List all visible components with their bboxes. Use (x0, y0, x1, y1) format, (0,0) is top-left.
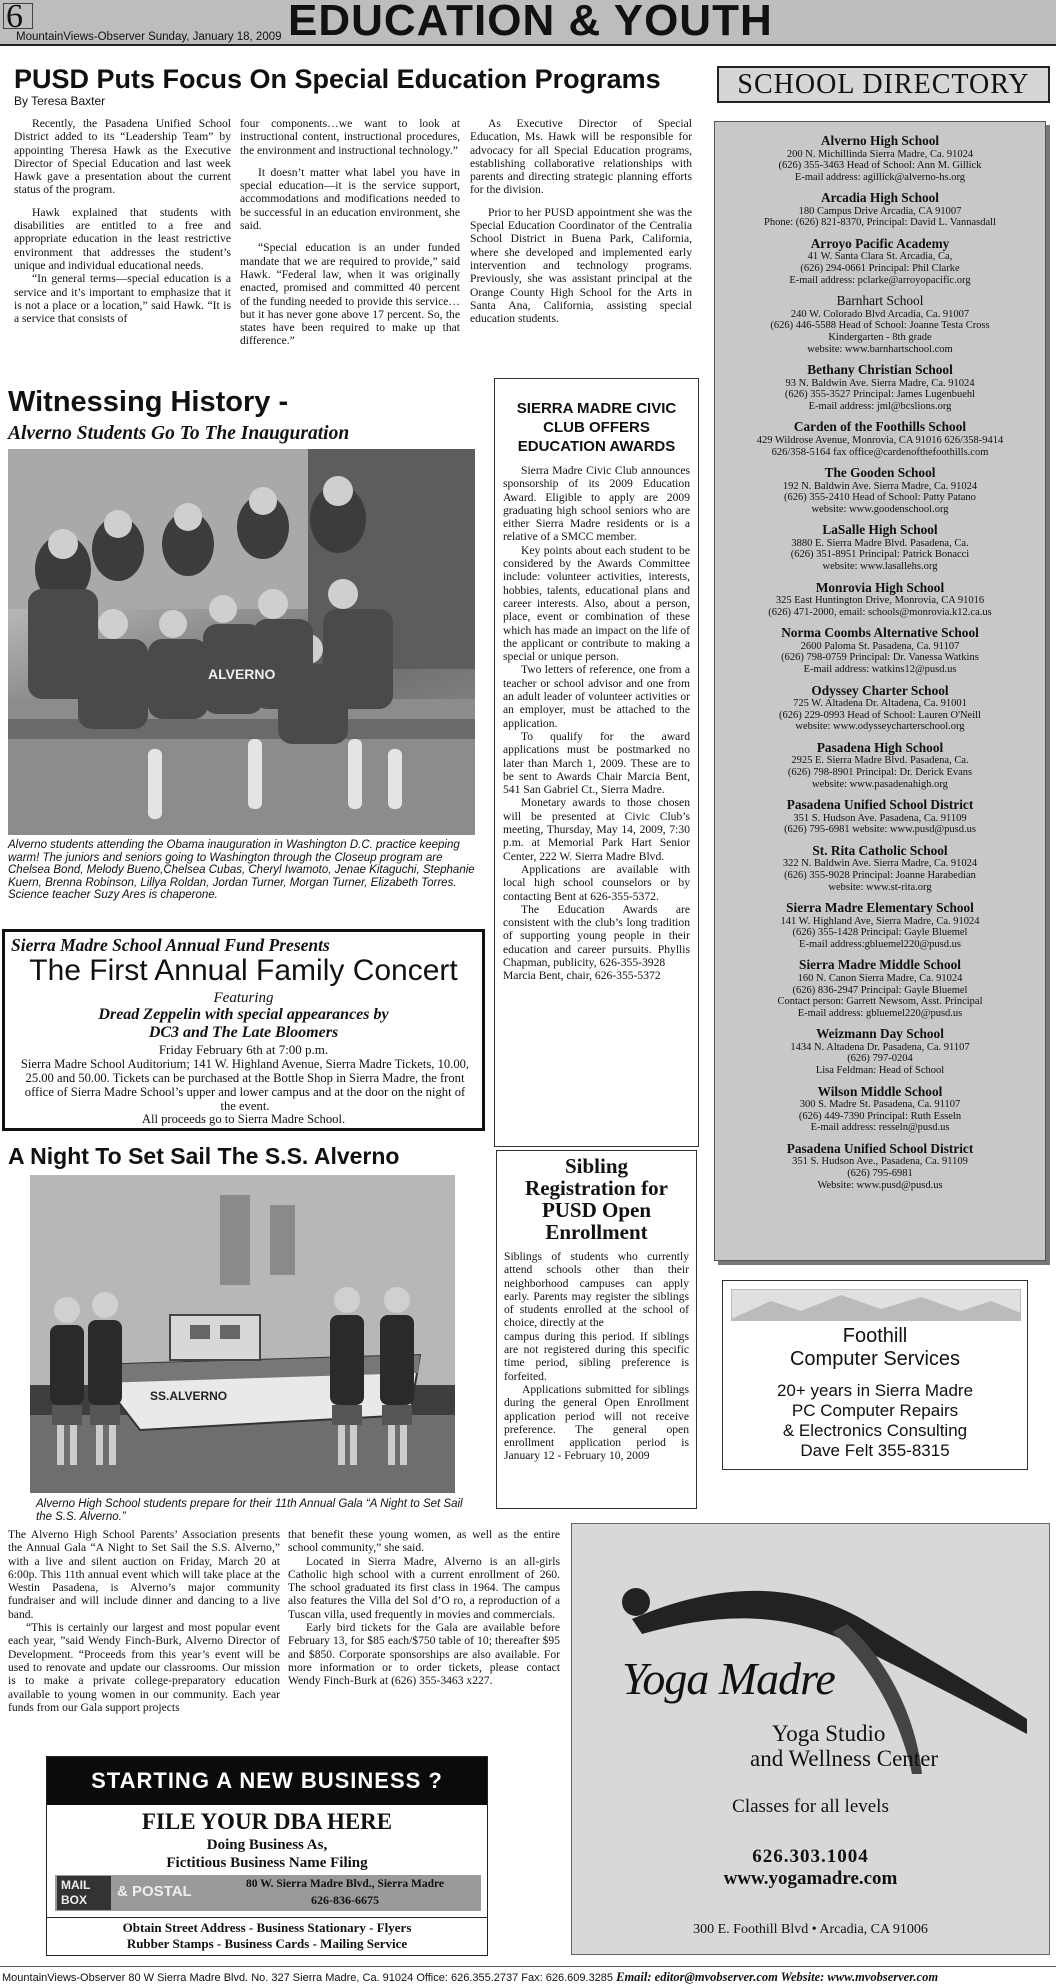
school-detail[interactable]: (626) 795-6981 website: www.pusd@pusd.us (784, 824, 976, 836)
school-name: LaSalle High School (822, 522, 938, 538)
school-detail: 180 Campus Drive Arcadia, CA 91007 (798, 205, 962, 217)
school-detail[interactable]: E-mail address: jml@bcslions.org (808, 400, 952, 412)
dba-title: FILE YOUR DBA HERE (141, 1809, 393, 1834)
school-name: Arcadia High School (821, 190, 939, 206)
inauguration-photo (8, 449, 475, 835)
page-footer (0, 1966, 1056, 1986)
pusd-col-1: Recently, the Pasadena Unified School District added to its “Leadership Team” by appointing Theresa Hawk as the Executive Director of Special Education and last week Hawk gave a presentation about the current status of the program. Hawk explained that students with disabilities are entitled to a free and appropriate education in the least restrictive environment that addresses the student’s unique and individual educational needs. “In general terms—special education is a service and it’s important to emphasize that it is not a place or a location,” said Hawk. “It is a service that consists of (14, 117, 231, 326)
school-detail: (626) 355-9028 Principal: Joanne Harabedian (784, 869, 976, 881)
concert-kicker: Sierra Madre School Annual Fund Presents (11, 935, 330, 955)
page-header (0, 0, 1056, 46)
school-entry (715, 363, 1045, 412)
school-name: Pasadena High School (816, 739, 944, 755)
school-detail: 200 N. Michillinda Sierra Madre, Ca. 91024 (786, 148, 974, 160)
yoga-website: www.yogamadre.com (723, 1868, 898, 1889)
pusd-byline: By Teresa Baxter (14, 94, 106, 108)
school-detail: (626) 355-3527 Principal: James Lugenbuehl (784, 389, 976, 401)
school-name: The Gooden School (824, 465, 936, 481)
school-detail[interactable]: website: www.pasadenahigh.org (812, 778, 948, 790)
school-detail: (626) 449-7390 Principal: Ruth Esseln (798, 1110, 962, 1122)
school-entry (715, 294, 1045, 355)
school-detail[interactable]: E-mail address: resseln@pusd.us (810, 1122, 950, 1134)
school-detail: 351 S. Hudson Ave., Pasadena, Ca. 91109 (792, 1156, 968, 1168)
school-detail: 93 N. Baldwin Ave. Sierra Madre, Ca. 91024 (785, 377, 975, 389)
foothill-ad (722, 1280, 1028, 1470)
dba-ad (46, 1756, 488, 1956)
school-detail: (626) 294-0661 Principal: Phil Clarke (800, 263, 960, 275)
school-name: Pasadena Unified School District (786, 1140, 974, 1156)
school-entry (715, 741, 1045, 790)
yoga-classes: Classes for all levels (732, 1796, 889, 1817)
school-detail: 429 Wildrose Avenue, Monrovia, CA 91016 626/358-9414 (756, 434, 1004, 446)
school-name: Bethany Christian School (807, 362, 953, 378)
school-entry (715, 466, 1045, 515)
school-detail: 2925 E. Sierra Madre Blvd. Pasadena, Ca. (791, 755, 969, 767)
mountain-logo (731, 1289, 1021, 1321)
sweatshirt-text: ALVERNO (208, 666, 276, 682)
yoga-address: 300 E. Foothill Blvd • Arcadia, CA 91006 (693, 1922, 928, 1937)
school-detail: (626) 446-5588 Head of School: Joanne Testa Cross (770, 320, 990, 332)
school-detail[interactable]: E-mail address: agillick@alverno-hs.org (794, 171, 966, 183)
school-entry (715, 901, 1045, 950)
school-detail[interactable]: E-mail address: pclarke@arroyopacific.org (789, 274, 971, 286)
sibling-title: Sibling Registration for PUSD Open Enrollment (525, 1154, 668, 1244)
school-detail: (626) 351-8951 Principal: Patrick Bonacci (790, 549, 970, 561)
school-detail: 725 W. Altadena Dr. Altadena, Ca. 91001 (793, 698, 967, 710)
night-col-2: that benefit these young women, as well as the entire school community,” she said. Located in Sierra Madre, Alverno is an all-girls Catholic high school with a current enrollment of 260. The school graduated its first class in 1964. The campus also features the Villa del Sol d’O ro, a reproduction of a Tuscan villa, used frequently in movies and commercials. Early bird tickets for the Gala are available before February 13, for $85 each/$750 table of 10; thereafter $95 and $850. Corporate sponsorships are also available. For more information or to order tickets, please contact Wendy Finch-Burk at (626) 355-3463 x227. (288, 1528, 560, 1688)
school-detail: 160 N. Canon Sierra Madre, Ca. 91024 (797, 972, 963, 984)
inauguration-caption: Alverno students attending the Obama inauguration in Washington D.C. practice keeping warm! The juniors and seniors going to Washington through the Closeup program are Chelsea Bond, Melody Bueno,Chelsea Cubas, Cheryl Iwamoto, Jenae Kitaguchi, Stephanie Kuern, Brenna Robinson, Lillya Roldan, Jordan Turner, Morgan Turner, Elizabeth Torres. Science teacher Suzy Ares is chaperone. (8, 839, 475, 902)
concert-proceeds: All proceeds go to Sierra Madre School. (141, 1112, 346, 1126)
concert-performers-2: DC3 and The Late Bloomers (148, 1024, 339, 1041)
school-name: Odyssey Charter School (811, 682, 949, 698)
school-detail: 1434 N. Altadena Dr. Pasadena, Ca. 91107 (790, 1041, 970, 1053)
school-detail: Phone: (626) 821-8370, Principal: David L. Vannasdall (764, 217, 996, 229)
school-detail[interactable]: E-mail address:gbluemel220@pusd.us (799, 938, 961, 950)
sibling-body: Siblings of students who currently attend schools other than their neighborhood campuses can apply early. Parents may register the siblings of students enrolled at the school of choice, directly at the campus during this period. If siblings are not registered during this specific time period, sibling preference is forfeited. Applications submitted for siblings during the general Open Enrollment application period will not receive preference. The general open enrollment application period is January 12 - February 10, 2009 (504, 1250, 689, 1463)
school-detail: (626) 798-8901 Principal: Dr. Derick Evans (787, 767, 973, 778)
school-entry (715, 191, 1045, 229)
night-col-1: The Alverno High School Parents’ Association presents the Annual Gala “A Night to Set Sail the S.S. Alverno,” with a live and silent auction on Friday, March 20 at 6:00p. This 11th annual event which will take place at the Westin Pasadena, is Alverno’s major community fundraiser and will include dinner and dancing to a live band. “This is certainly our largest and most popular event each year, ”said Wendy Finch-Burk, Alverno Director of Development. “Proceeds from this year’s event will be used to renovate and update our classrooms. Our mission is to make a private college-preparatory education available to young women in our community. Each year funds from our Gala support projects (8, 1528, 280, 1714)
concert-title: The First Annual Family Concert (29, 954, 458, 987)
footer-text: MountainViews-Observer 80 W Sierra Madre Blvd. No. 327 Sierra Madre, Ca. 91024 Office: 626.355.2737 Fax: 626.609.3285 (2, 1972, 617, 1984)
school-detail[interactable]: (626) 471-2000, email: schools@monrovia.k12.ca.us (768, 606, 992, 618)
yoga-tag-1: Yoga Studio (772, 1721, 886, 1746)
school-detail: 192 N. Baldwin Ave. Sierra Madre, Ca. 91024 (782, 480, 978, 492)
foothill-line-1: 20+ years in Sierra Madre (776, 1381, 974, 1400)
school-name: Monrovia High School (815, 579, 945, 595)
civic-club-box (494, 378, 699, 1147)
footer-contact: Email: editor@mvobserver.com Website: www.mvobserver.com (616, 1970, 939, 1984)
gala-photo (30, 1175, 455, 1493)
school-name: Alverno High School (820, 133, 940, 148)
civic-club-title: SIERRA MADRE CIVIC CLUB OFFERS EDUCATION AWARDS (516, 400, 677, 455)
dba-sub-2: Fictitious Business Name Filing (166, 1855, 368, 1871)
directory-title: SCHOOL DIRECTORY (717, 66, 1050, 103)
foothill-line-2: PC Computer Repairs (791, 1401, 959, 1420)
school-name: St. Rita Catholic School (812, 842, 948, 858)
school-entry (715, 237, 1045, 286)
school-detail: 41 W. Santa Clara St. Arcadia, Ca, (807, 251, 953, 263)
school-entry (715, 844, 1045, 893)
yoga-phone: 626.303.1004 (752, 1846, 869, 1867)
school-name: Barnhart School (836, 293, 924, 309)
school-detail: (626) 836-2947 Principal: Gayle Bluemel (792, 984, 968, 996)
school-detail: Kindergarten - 8th grade (828, 331, 932, 343)
school-detail: 2600 Paloma St. Pasadena, Ca. 91107 (800, 640, 960, 652)
school-detail: (626) 355-2410 Head of School: Patty Patano (784, 492, 976, 504)
dba-banner: STARTING A NEW BUSINESS ? (47, 1757, 487, 1805)
school-detail: (626) 229-0993 Head of School: Lauren O'Neill (779, 709, 981, 721)
school-detail[interactable]: website: www.lasallehs.org (822, 561, 938, 573)
school-detail[interactable]: website: www.st-rita.org (828, 881, 932, 893)
school-detail: 325 East Huntington Drive, Monrovia, CA 91016 (775, 595, 985, 607)
school-name: Norma Coombs Alternative School (781, 625, 979, 641)
school-entry (715, 581, 1045, 619)
page-number: 6 (6, 0, 23, 35)
school-detail: Lisa Feldman: Head of School (815, 1065, 945, 1076)
mailbox-logo: MAIL BOX (57, 1876, 111, 1910)
sibling-box (496, 1150, 697, 1509)
school-name: Carden of the Foothills School (793, 419, 967, 435)
yoga-tag-2: and Wellness Center (750, 1746, 939, 1771)
school-entry (715, 1142, 1045, 1191)
school-entry (715, 1085, 1045, 1134)
school-detail[interactable]: 626/358-5164 fax office@cardenofthefoothills.com (771, 446, 989, 458)
school-entry (715, 1027, 1045, 1076)
gala-caption: Alverno High School students prepare for their 11th Annual Gala “A Night to Set Sail the S.S. Alverno.” (36, 1498, 463, 1523)
pusd-col-3: As Executive Director of Special Education, Ms. Hawk will be responsible for advocacy for all Special Education programs, establishing collaborative relationships with parents and directing strategic planning efforts for the division. Prior to her PUSD appointment she was the Special Education Coordinator of the Centralia School District in Buena Park, California, where she developed and implemented early intervention and technology programs. Previously, she was assistant principal at the Orange County High School for the Arts in Santa Ana, California, assisting special education students. (470, 117, 692, 326)
school-detail: 300 S. Madre St. Pasadena, Ca. 91107 (799, 1099, 961, 1111)
school-entry (715, 134, 1045, 183)
school-detail: Contact person: Garrett Newsom, Asst. Principal (777, 996, 983, 1008)
school-detail: 322 N. Baldwin Ave. Sierra Madre, Ca. 91024 (782, 858, 978, 870)
dba-services-1: Obtain Street Address - Business Stationary - Flyers (122, 1920, 412, 1935)
gala-photo-art (30, 1175, 455, 1493)
concert-box (2, 929, 485, 1131)
school-detail: (626) 798-0759 Principal: Dr. Vanessa Watkins (781, 652, 979, 664)
foothill-line-4: Dave Felt 355-8315 (800, 1441, 950, 1460)
school-detail: 3880 E. Sierra Madre Blvd. Pasadena, Ca. (791, 537, 969, 549)
foothill-name-1: Foothill (842, 1325, 908, 1347)
dba-sub-1: Doing Business As, (206, 1837, 328, 1853)
school-detail[interactable]: E-mail address: watkins12@pusd.us (803, 664, 957, 676)
school-detail[interactable]: website: www.barnhartschool.com (807, 343, 953, 355)
school-detail[interactable]: Website: www.pusd@pusd.us (817, 1179, 943, 1191)
yoga-brand: Yoga Madre (622, 1653, 835, 1704)
school-detail: 240 W. Colorado Blvd Arcadia, Ca. 91007 (790, 308, 970, 320)
school-entry (715, 420, 1045, 458)
school-name: Wilson Middle School (817, 1083, 943, 1099)
school-detail[interactable]: website: www.goodenschool.org (811, 503, 949, 515)
school-entry (715, 684, 1045, 733)
mailbox-postal: & POSTAL (117, 1883, 192, 1900)
school-detail[interactable]: website: www.odysseycharterschool.org (795, 721, 965, 733)
foothill-name-2: Computer Services (789, 1348, 961, 1370)
school-name: Sierra Madre Middle School (799, 957, 961, 973)
civic-club-body: Sierra Madre Civic Club announces sponsorship of its 2009 Education Award. Eligible to apply are 2009 graduating high school seniors who are either Sierra Madre residents or is a relative of a SMCC member. Key points about each student to be considered by the Awards Committee include: volunteer activities, interests, hobbies, talents, educational plans and career interests. Also, about a person, place, event or combination of these which has made an impact on the life of the applicant or contribute to making a special or unique person. Two letters of reference, one from a teacher or school advisor and one from an adult leader of volunteer activities or an employer, must be attached to the application. To qualify for the award applications must be postmarked no later than March 1, 2009. These are to be sent to Awards Chair Marcia Bent, 541 San Gabriel Ct., Sierra Madre. Monetary awards to those chosen will be presented at Civic Club’s meeting, Thursday, May 14, 2009, 7:30 p.m. at Memorial Park Hart Senior Center, 222 W. Sierra Madre Blvd. Applications are available with local high school counselors or by contacting Bent at 626-355-5372. The Education Awards are consistent with the club’s long tradition of supporting young people in their education and career pursuits. Phyllis Chapman, publicity, 626-355-3928 Marcia Bent, chair, 626-355-5372 (503, 464, 690, 983)
school-detail: (626) 355-3463 Head of School: Ann M. Gillick (778, 160, 982, 172)
school-name: Weizmann Day School (816, 1026, 944, 1042)
dba-phone: 626-836-6675 (311, 1893, 379, 1907)
boat-name: SS.ALVERNO (150, 1389, 228, 1403)
witness-headline: Witnessing History - (8, 386, 289, 418)
concert-performers-1: Dread Zeppelin with special appearances by (98, 1006, 389, 1023)
concert-date: Friday February 6th at 7:00 p.m. (158, 1042, 329, 1057)
night-headline: A Night To Set Sail The S.S. Alverno (8, 1143, 400, 1169)
school-name: Pasadena Unified School District (786, 797, 974, 813)
school-name: Arroyo Pacific Academy (810, 235, 950, 251)
dba-services-2: Rubber Stamps - Business Cards - Mailing Service (126, 1936, 408, 1951)
paper-date: MountainViews-Observer Sunday, January 18, 2009 (16, 31, 282, 43)
dba-address: 80 W. Sierra Madre Blvd., Sierra Madre (246, 1878, 444, 1890)
school-detail: (626) 355-1428 Principal: Gayle Bluemel (792, 927, 968, 939)
school-entry (715, 626, 1045, 675)
school-detail[interactable]: E-mail address: gbluemel220@pusd.us (797, 1007, 963, 1019)
school-directory (714, 121, 1046, 1261)
school-name: Sierra Madre Elementary School (786, 900, 974, 916)
pusd-col-2: four components…we want to look at instructional content, instructional procedures, the environment and instructional technology.” It doesn’t matter what label you have in special education—it is the service support, accommodations and modifications needed to be successful in an education environment, she said. “Special education is an under funded mandate that we are required to provide,” said Hawk. “Federal law, when it was originally enacted, promised and committed 40 percent of the funding needed to provide this service…but it has never gone above 17 percent. So, the states have been required to make up that difference.” (240, 117, 460, 348)
school-detail: (626) 795-6981 (847, 1167, 913, 1179)
pusd-headline: PUSD Puts Focus On Special Education Programs (14, 64, 661, 94)
concert-details: Sierra Madre School Auditorium; 141 W. Highland Avenue, Sierra Madre Tickets, 10.00, 25.00 and 50.00. Tickets can be purchased at the Bottle Shop in Sierra Madre, the front office of Sierra Madre School’s upper and lower campus and at the door on the night of the event. (20, 1057, 470, 1113)
dba-divider (47, 1917, 487, 1918)
foothill-line-3: & Electronics Consulting (782, 1421, 968, 1440)
concert-featuring: Featuring (213, 990, 274, 1006)
school-detail: (626) 797-0204 (847, 1053, 913, 1065)
yoga-ad (571, 1523, 1050, 1955)
school-entry (715, 798, 1045, 836)
witness-subhead: Alverno Students Go To The Inauguration (8, 423, 350, 444)
school-detail: 141 W. Highland Ave, Sierra Madre, Ca. 91024 (780, 915, 980, 927)
school-entry (715, 958, 1045, 1019)
inauguration-photo-art (8, 449, 475, 835)
school-entry (715, 523, 1045, 572)
school-detail: 351 S. Hudson Ave. Pasadena, Ca. 91109 (793, 812, 967, 824)
section-title: EDUCATION & YOUTH (288, 0, 773, 45)
dba-mailbox-strip (55, 1875, 481, 1911)
